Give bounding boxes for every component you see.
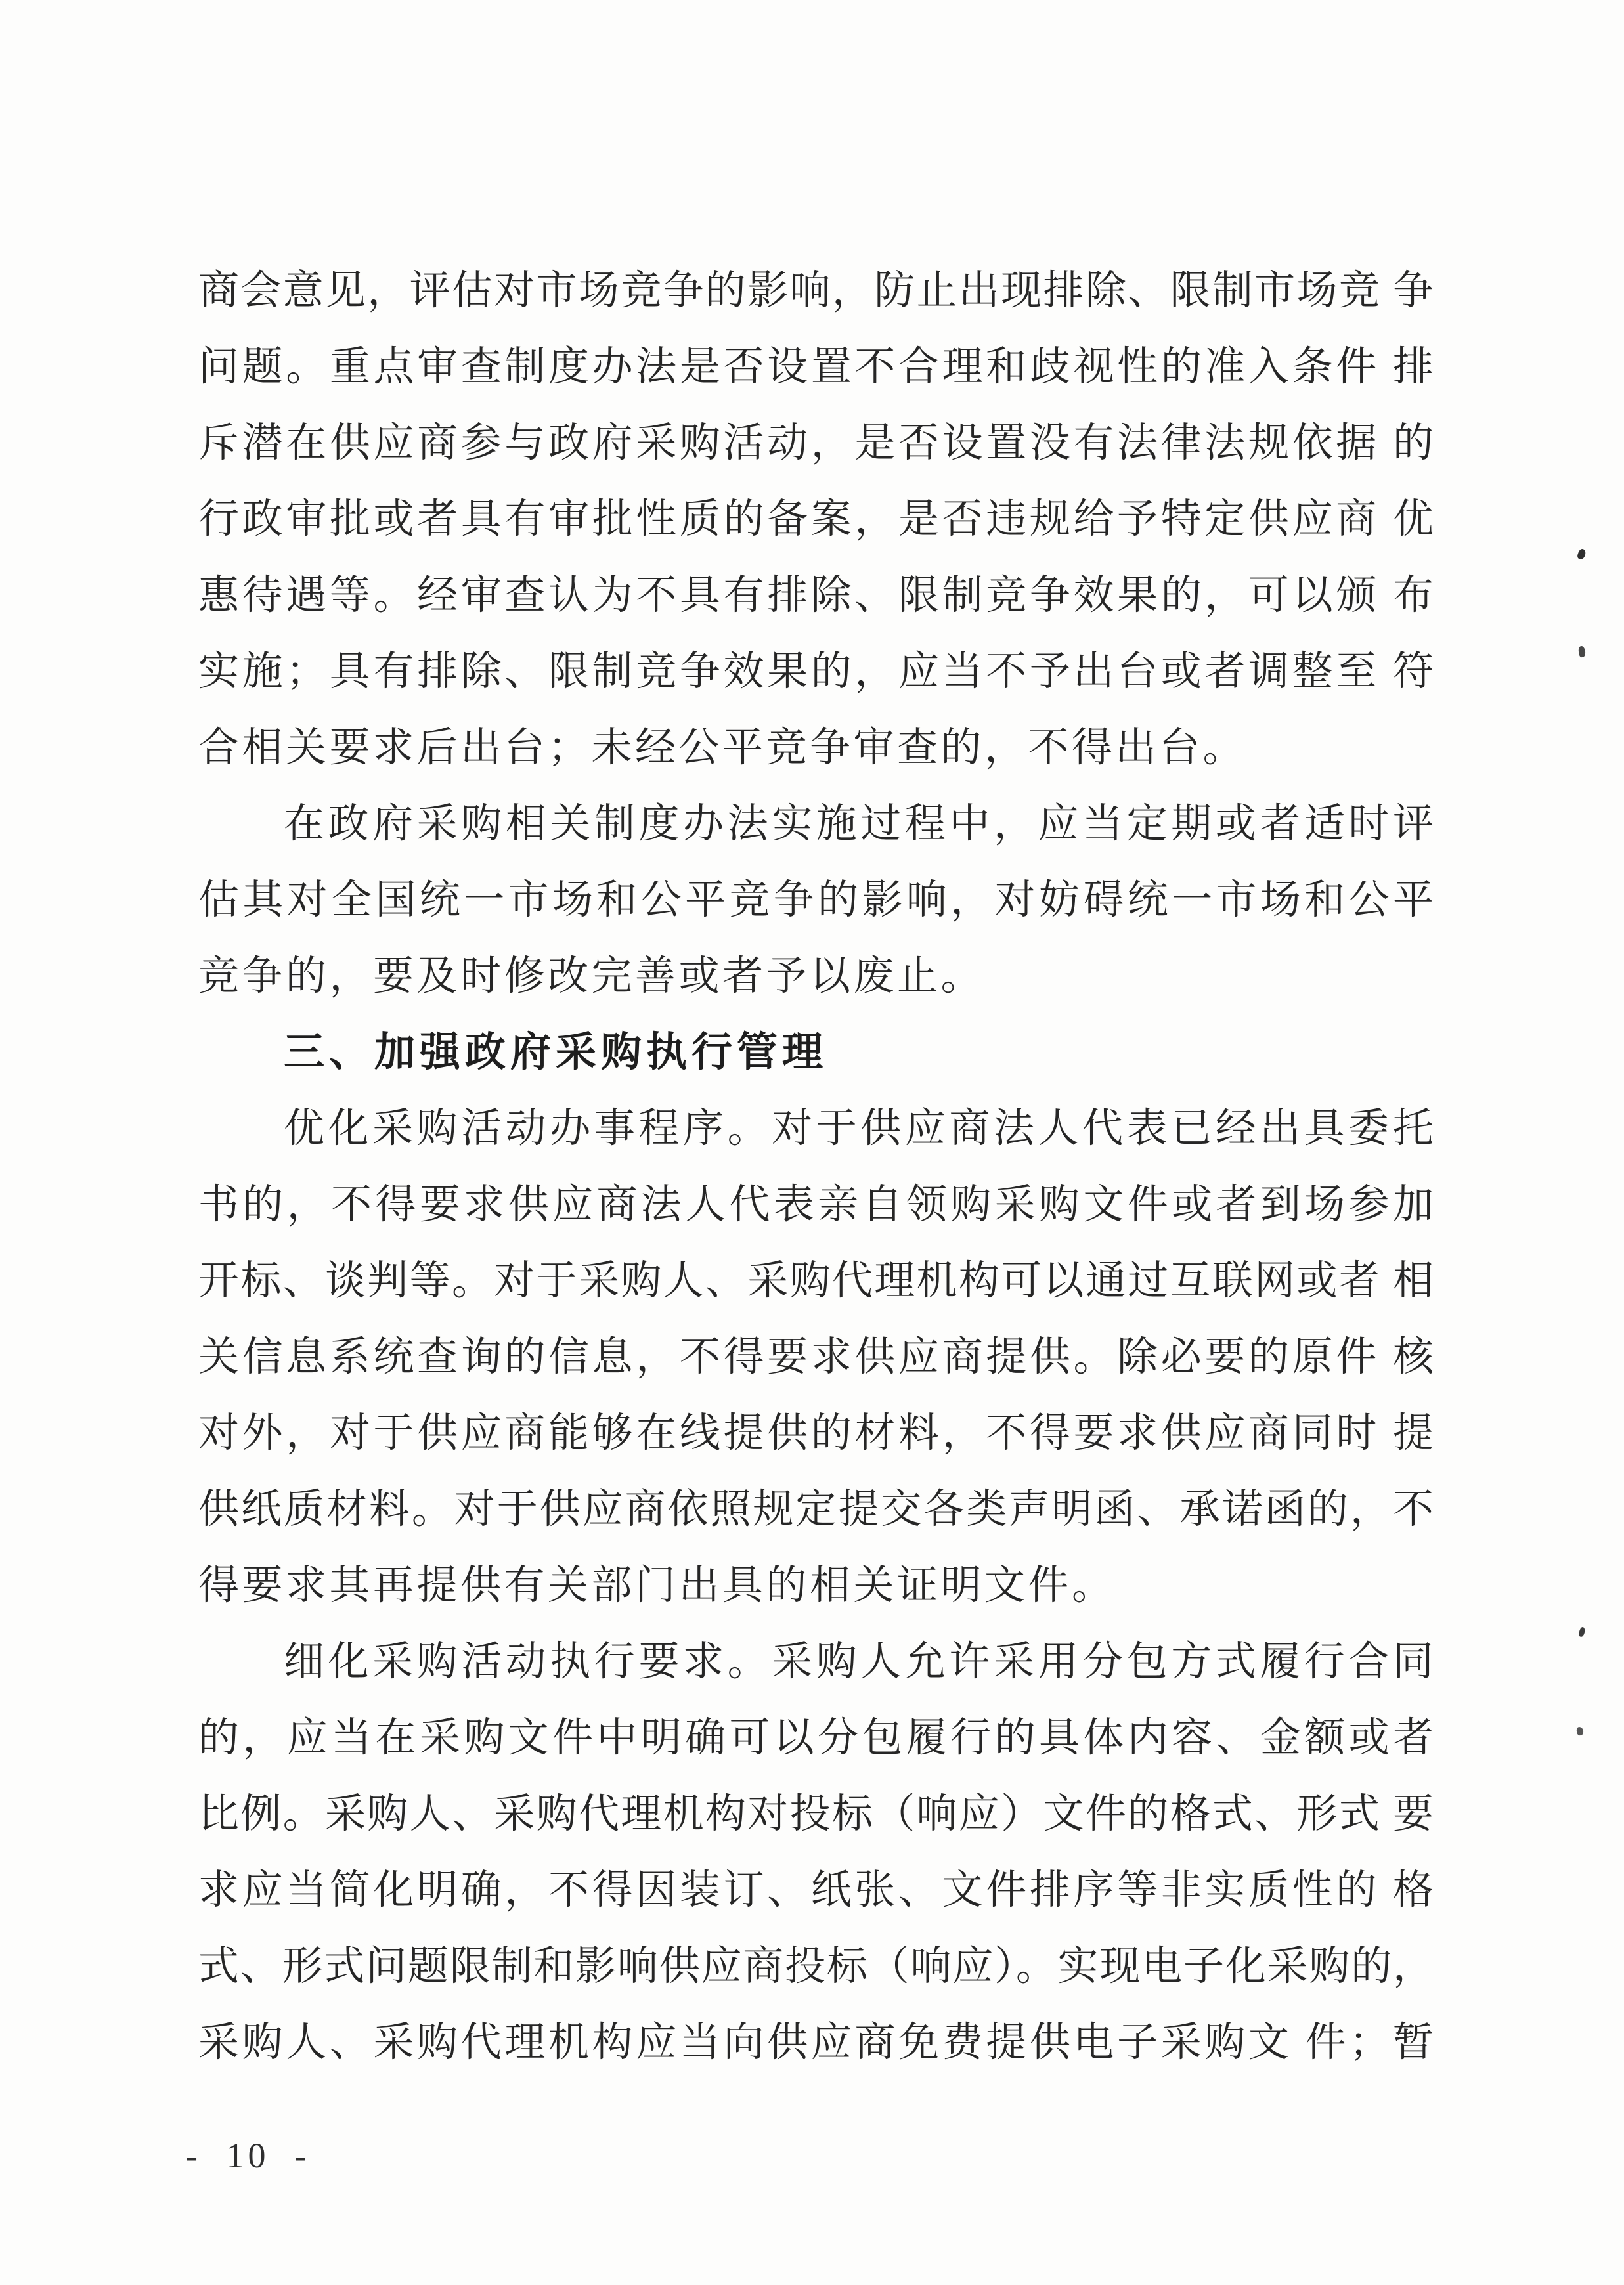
section-heading: 三、加强政府采购执行管理 — [284, 1030, 828, 1075]
text-line: 细化采购活动执行要求。采购人允许采用分包方式履行合同 — [284, 1640, 1434, 1684]
text-line: 对外，对于供应商能够在线提供的材料，不得要求供应商同时 提 — [198, 1411, 1434, 1456]
text-line: 供纸质材料。对于供应商依照规定提交各类声明函、承诺函的，不 — [198, 1487, 1434, 1532]
ink-speck — [1576, 1726, 1584, 1736]
page-number: - 10 - — [186, 2136, 310, 2175]
text-line: 书的，不得要求供应商法人代表亲自领购采购文件或者到场参加 — [198, 1183, 1434, 1227]
text-line: 求应当简化明确，不得因装订、纸张、文件排序等非实质性的 格 — [198, 1868, 1434, 1913]
text-line: 估其对全国统一市场和公平竞争的影响，对妨碍统一市场和公平 — [198, 878, 1434, 923]
text-line: 比例。采购人、采购代理机构对投标（响应）文件的格式、形式 要 — [198, 1792, 1434, 1837]
text-line: 关信息系统查询的信息，不得要求供应商提供。除必要的原件 核 — [198, 1335, 1434, 1380]
text-line: 在政府采购相关制度办法实施过程中，应当定期或者适时评 — [284, 802, 1434, 846]
text-line: 商会意见，评估对市场竞争的影响，防止出现排除、限制市场竞 争 — [198, 269, 1434, 313]
text-line: 问题。重点审查制度办法是否设置不合理和歧视性的准入条件 排 — [198, 345, 1434, 389]
text-line: 行政审批或者具有审批性质的备案，是否违规给予特定供应商 优 — [198, 497, 1434, 542]
text-line: 优化采购活动办事程序。对于供应商法人代表已经出具委托 — [284, 1106, 1434, 1151]
text-line: 斥潜在供应商参与政府采购活动，是否设置没有法律法规依据 的 — [198, 421, 1434, 466]
ink-speck — [1577, 548, 1587, 561]
text-line: 实施；具有排除、限制竞争效果的，应当不予出台或者调整至 符 — [198, 649, 1434, 694]
text-line: 式、形式问题限制和影响供应商投标（响应）。实现电子化采购的， — [198, 1944, 1434, 1989]
text-line: 的，应当在采购文件中明确可以分包履行的具体内容、金额或者 — [198, 1716, 1434, 1760]
text-line: 竞争的，要及时修改完善或者予以废止。 — [198, 954, 985, 999]
text-line: 采购人、采购代理机构应当向供应商免费提供电子采购文 件；暂 — [198, 2020, 1434, 2065]
text-block — [198, 253, 1434, 2081]
ink-speck — [1578, 646, 1586, 658]
text-line: 开标、谈判等。对于采购人、采购代理机构可以通过互联网或者 相 — [198, 1259, 1434, 1303]
text-line: 惠待遇等。经审查认为不具有排除、限制竞争效果的，可以颁 布 — [198, 573, 1434, 618]
text-line: 合相关要求后出台；未经公平竞争审查的，不得出台。 — [198, 726, 1247, 770]
text-line: 得要求其再提供有关部门出具的相关证明文件。 — [198, 1563, 1116, 1608]
ink-speck — [1578, 1626, 1585, 1637]
